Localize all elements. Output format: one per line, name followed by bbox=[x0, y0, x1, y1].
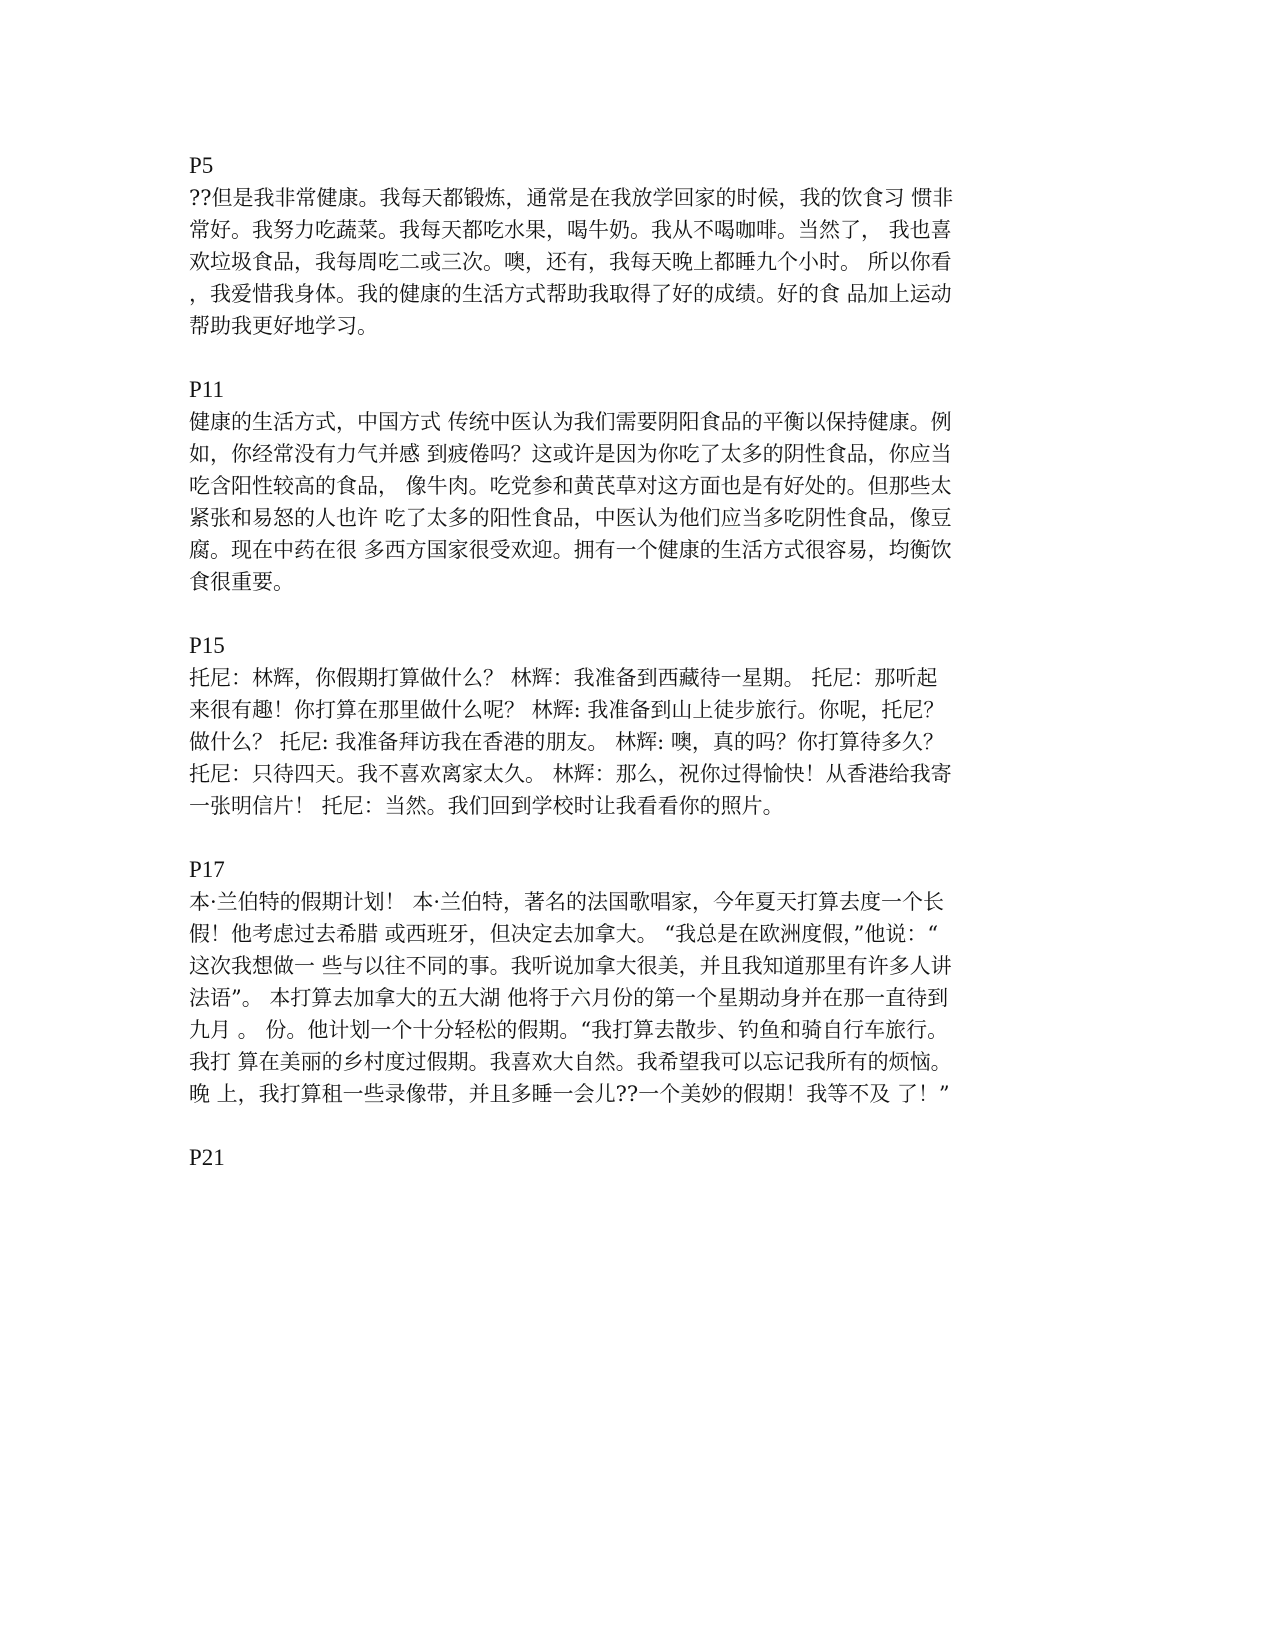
paragraph-line: 帮助我更好地学习。 bbox=[189, 314, 378, 338]
section-heading: P11 bbox=[189, 377, 224, 402]
paragraph-line: 紧张和易怒的人也许 吃了太多的阳性食品，中医认为他们应当多吃阴性食品，像豆 bbox=[189, 506, 952, 530]
paragraph-line: 这次我想做一 些与以往不同的事。我听说加拿大很美，并且我知道那里有许多人讲 bbox=[189, 954, 952, 978]
paragraph-line: 欢垃圾食品，我每周吃二或三次。噢，还有，我每天晚上都睡九个小时。 所以你看 bbox=[189, 250, 952, 274]
section-heading: P5 bbox=[189, 153, 214, 178]
document-page bbox=[189, 150, 1099, 1206]
paragraph-line: 九月 。 份。他计划一个十分轻松的假期。“我打算去散步、钓鱼和骑自行车旅行。 bbox=[189, 1018, 949, 1042]
dialogue-line: 来很有趣！你打算在那里做什么呢？ 林辉: 我准备到山上徒步旅行。你呢，托尼？ bbox=[189, 698, 945, 722]
dialogue-line: 做什么？ 托尼: 我准备拜访我在香港的朋友。 林辉: 噢，真的吗？你打算待多久？ bbox=[189, 730, 944, 754]
section-p17 bbox=[189, 854, 1099, 1110]
section-heading: P17 bbox=[189, 857, 225, 882]
dialogue-line: 一张明信片！ 托尼：当然。我们回到学校时让我看看你的照片。 bbox=[189, 794, 784, 818]
paragraph-line: 我打 算在美丽的乡村度过假期。我喜欢大自然。我希望我可以忘记我所有的烦恼。 bbox=[189, 1050, 952, 1074]
section-p5 bbox=[189, 150, 1099, 342]
paragraph-line: 晚 上，我打算租一些录像带，并且多睡一会儿??一个美妙的假期！我等不及 了！” bbox=[189, 1082, 950, 1106]
paragraph-line: ，我爱惜我身体。我的健康的生活方式帮助我取得了好的成绩。好的食 品加上运动 bbox=[189, 282, 952, 306]
paragraph-line: 腐。现在中药在很 多西方国家很受欢迎。拥有一个健康的生活方式很容易，均衡饮 bbox=[189, 538, 952, 562]
dialogue-line: 托尼：林辉，你假期打算做什么？ 林辉：我准备到西藏待一星期。 托尼：那听起 bbox=[189, 666, 938, 690]
paragraph-line: 健康的生活方式，中国方式 传统中医认为我们需要阴阳食品的平衡以保持健康。例 bbox=[189, 410, 952, 434]
section-p15 bbox=[189, 630, 1099, 822]
paragraph-line: 本·兰伯特的假期计划！ 本·兰伯特，著名的法国歌唱家，今年夏天打算去度一个长 bbox=[189, 890, 945, 914]
paragraph-line: 假！他考虑过去希腊 或西班牙，但决定去加拿大。 “我总是在欧洲度假，”他说：“ bbox=[189, 922, 939, 946]
paragraph-line: 食很重要。 bbox=[189, 570, 294, 594]
paragraph-line: 吃含阳性较高的食品， 像牛肉。吃党参和黄芪草对这方面也是有好处的。但那些太 bbox=[189, 474, 952, 498]
paragraph-line: 如，你经常没有力气并感 到疲倦吗？这或许是因为你吃了太多的阴性食品，你应当 bbox=[189, 442, 952, 466]
paragraph-line: 常好。我努力吃蔬菜。我每天都吃水果，喝牛奶。我从不喝咖啡。当然了， 我也喜 bbox=[189, 218, 952, 242]
paragraph-line: ??但是我非常健康。我每天都锻炼，通常是在我放学回家的时候，我的饮食习 惯非 bbox=[189, 186, 954, 210]
section-heading: P21 bbox=[189, 1145, 225, 1170]
dialogue-line: 托尼：只待四天。我不喜欢离家太久。 林辉：那么，祝你过得愉快！从香港给我寄 bbox=[189, 762, 952, 786]
paragraph-line: 法语”。 本打算去加拿大的五大湖 他将于六月份的第一个星期动身并在那一直待到 bbox=[189, 986, 949, 1010]
section-p11 bbox=[189, 374, 1099, 598]
section-p21 bbox=[189, 1142, 1099, 1174]
section-heading: P15 bbox=[189, 633, 225, 658]
